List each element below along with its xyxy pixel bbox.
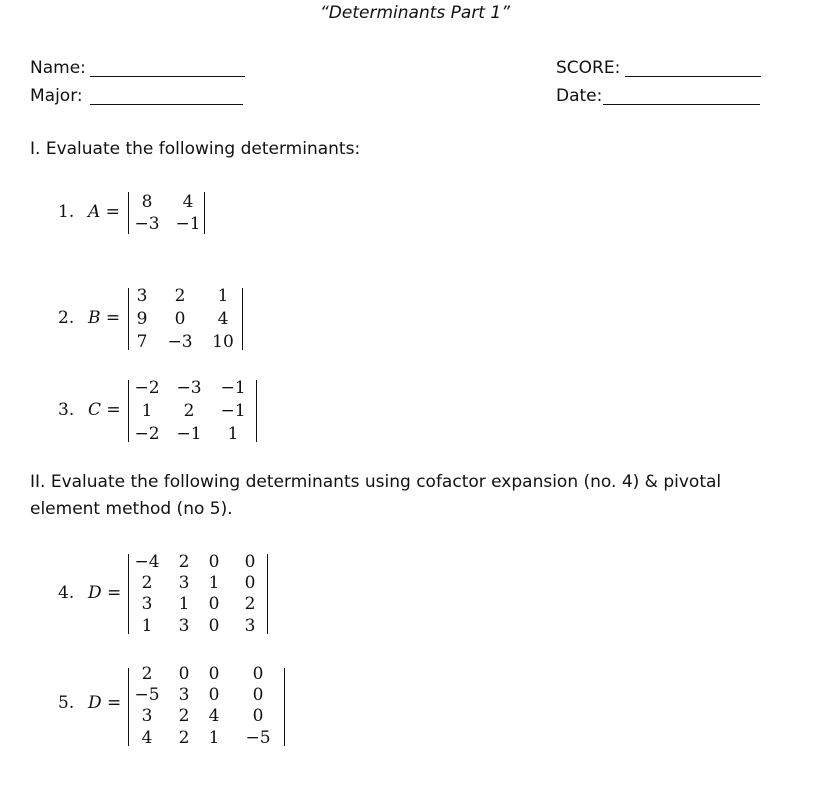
right-bar: [256, 380, 257, 442]
matrix-cell: 0: [252, 664, 264, 684]
matrix-label: B =: [88, 308, 121, 328]
matrix-cell: 0: [252, 706, 264, 726]
section-2-heading: II. Evaluate the following determinants using cofactor expansion (no. 4) & pivotal element method (no 5).: [30, 472, 722, 519]
problem-number: 1.: [58, 202, 75, 222]
left-bar: [128, 192, 129, 234]
matrix-cell: 2: [141, 664, 153, 684]
left-bar: [128, 380, 129, 442]
matrix-cell: 2: [183, 401, 195, 421]
score-label: SCORE:: [556, 58, 621, 78]
matrix-cell: 2: [178, 552, 190, 572]
problem-5: [58, 664, 298, 748]
right-bar: [284, 668, 285, 746]
name-label: Name:: [30, 58, 86, 78]
matrix-label: D =: [88, 583, 122, 603]
problem-number: 2.: [58, 308, 75, 328]
problem-number: 3.: [58, 400, 75, 420]
major-label: Major:: [30, 86, 83, 106]
matrix-cell: −3: [134, 214, 160, 234]
problem-4: [58, 552, 298, 636]
problem-2: [58, 286, 278, 352]
matrix-cell: 3: [141, 594, 153, 614]
section-1-heading: I. Evaluate the following determinants:: [30, 139, 361, 159]
matrix-cell: 4: [182, 192, 194, 212]
date-label: Date:: [556, 86, 603, 106]
matrix-cell: 10: [212, 332, 234, 352]
matrix-cell: 1: [227, 424, 239, 444]
matrix-cell: 8: [141, 192, 153, 212]
matrix-cell: −4: [134, 552, 160, 572]
matrix-cell: −5: [245, 728, 271, 748]
score-blank[interactable]: [625, 76, 761, 77]
matrix-cell: 1: [217, 286, 229, 306]
problem-number: 4.: [58, 583, 75, 603]
matrix-cell: −2: [134, 378, 160, 398]
matrix-cell: −3: [176, 378, 202, 398]
matrix-cell: −1: [220, 401, 246, 421]
matrix-cell: 3: [178, 685, 190, 705]
left-bar: [128, 668, 129, 746]
matrix-cell: 4: [141, 728, 153, 748]
matrix-cell: 3: [244, 616, 256, 636]
matrix-cell: 2: [244, 594, 256, 614]
matrix-cell: −1: [176, 424, 202, 444]
matrix-cell: 2: [174, 286, 186, 306]
matrix-cell: 0: [208, 685, 220, 705]
matrix-cell: 0: [208, 552, 220, 572]
right-bar: [242, 288, 243, 350]
problem-3: [58, 378, 278, 444]
matrix-cell: 0: [208, 616, 220, 636]
matrix-cell: 0: [178, 664, 190, 684]
matrix-cell: 0: [208, 594, 220, 614]
matrix-cell: 4: [217, 309, 229, 329]
matrix-cell: 3: [136, 286, 148, 306]
matrix-cell: 3: [178, 616, 190, 636]
matrix-cell: 0: [244, 573, 256, 593]
matrix-cell: −1: [220, 378, 246, 398]
matrix-cell: 2: [178, 706, 190, 726]
matrix-cell: 1: [178, 594, 190, 614]
matrix-cell: 0: [244, 552, 256, 572]
problem-number: 5.: [58, 693, 75, 713]
problem-1: [58, 188, 258, 238]
matrix-cell: 1: [208, 573, 220, 593]
matrix-cell: 3: [178, 573, 190, 593]
matrix-cell: 7: [136, 332, 148, 352]
matrix-label: C =: [88, 400, 121, 420]
right-bar: [267, 554, 268, 634]
matrix-cell: 2: [178, 728, 190, 748]
matrix-cell: 1: [141, 401, 153, 421]
matrix-cell: 2: [141, 573, 153, 593]
matrix-cell: 0: [252, 685, 264, 705]
matrix-cell: 4: [208, 706, 220, 726]
date-blank[interactable]: [603, 104, 760, 105]
name-blank[interactable]: [90, 76, 245, 77]
matrix-cell: 0: [208, 664, 220, 684]
matrix-cell: −3: [167, 332, 193, 352]
matrix-cell: 0: [174, 309, 186, 329]
matrix-label: A =: [88, 202, 120, 222]
matrix-label: D =: [88, 693, 122, 713]
matrix-cell: 3: [141, 706, 153, 726]
matrix-cell: −2: [134, 424, 160, 444]
matrix-cell: 1: [208, 728, 220, 748]
matrix-cell: 9: [136, 309, 148, 329]
major-blank[interactable]: [90, 104, 243, 105]
matrix-cell: −5: [134, 685, 160, 705]
matrix-cell: 1: [141, 616, 153, 636]
page-title: “Determinants Part 1”: [320, 3, 510, 23]
matrix-cell: −1: [175, 214, 201, 234]
left-bar: [128, 554, 129, 634]
